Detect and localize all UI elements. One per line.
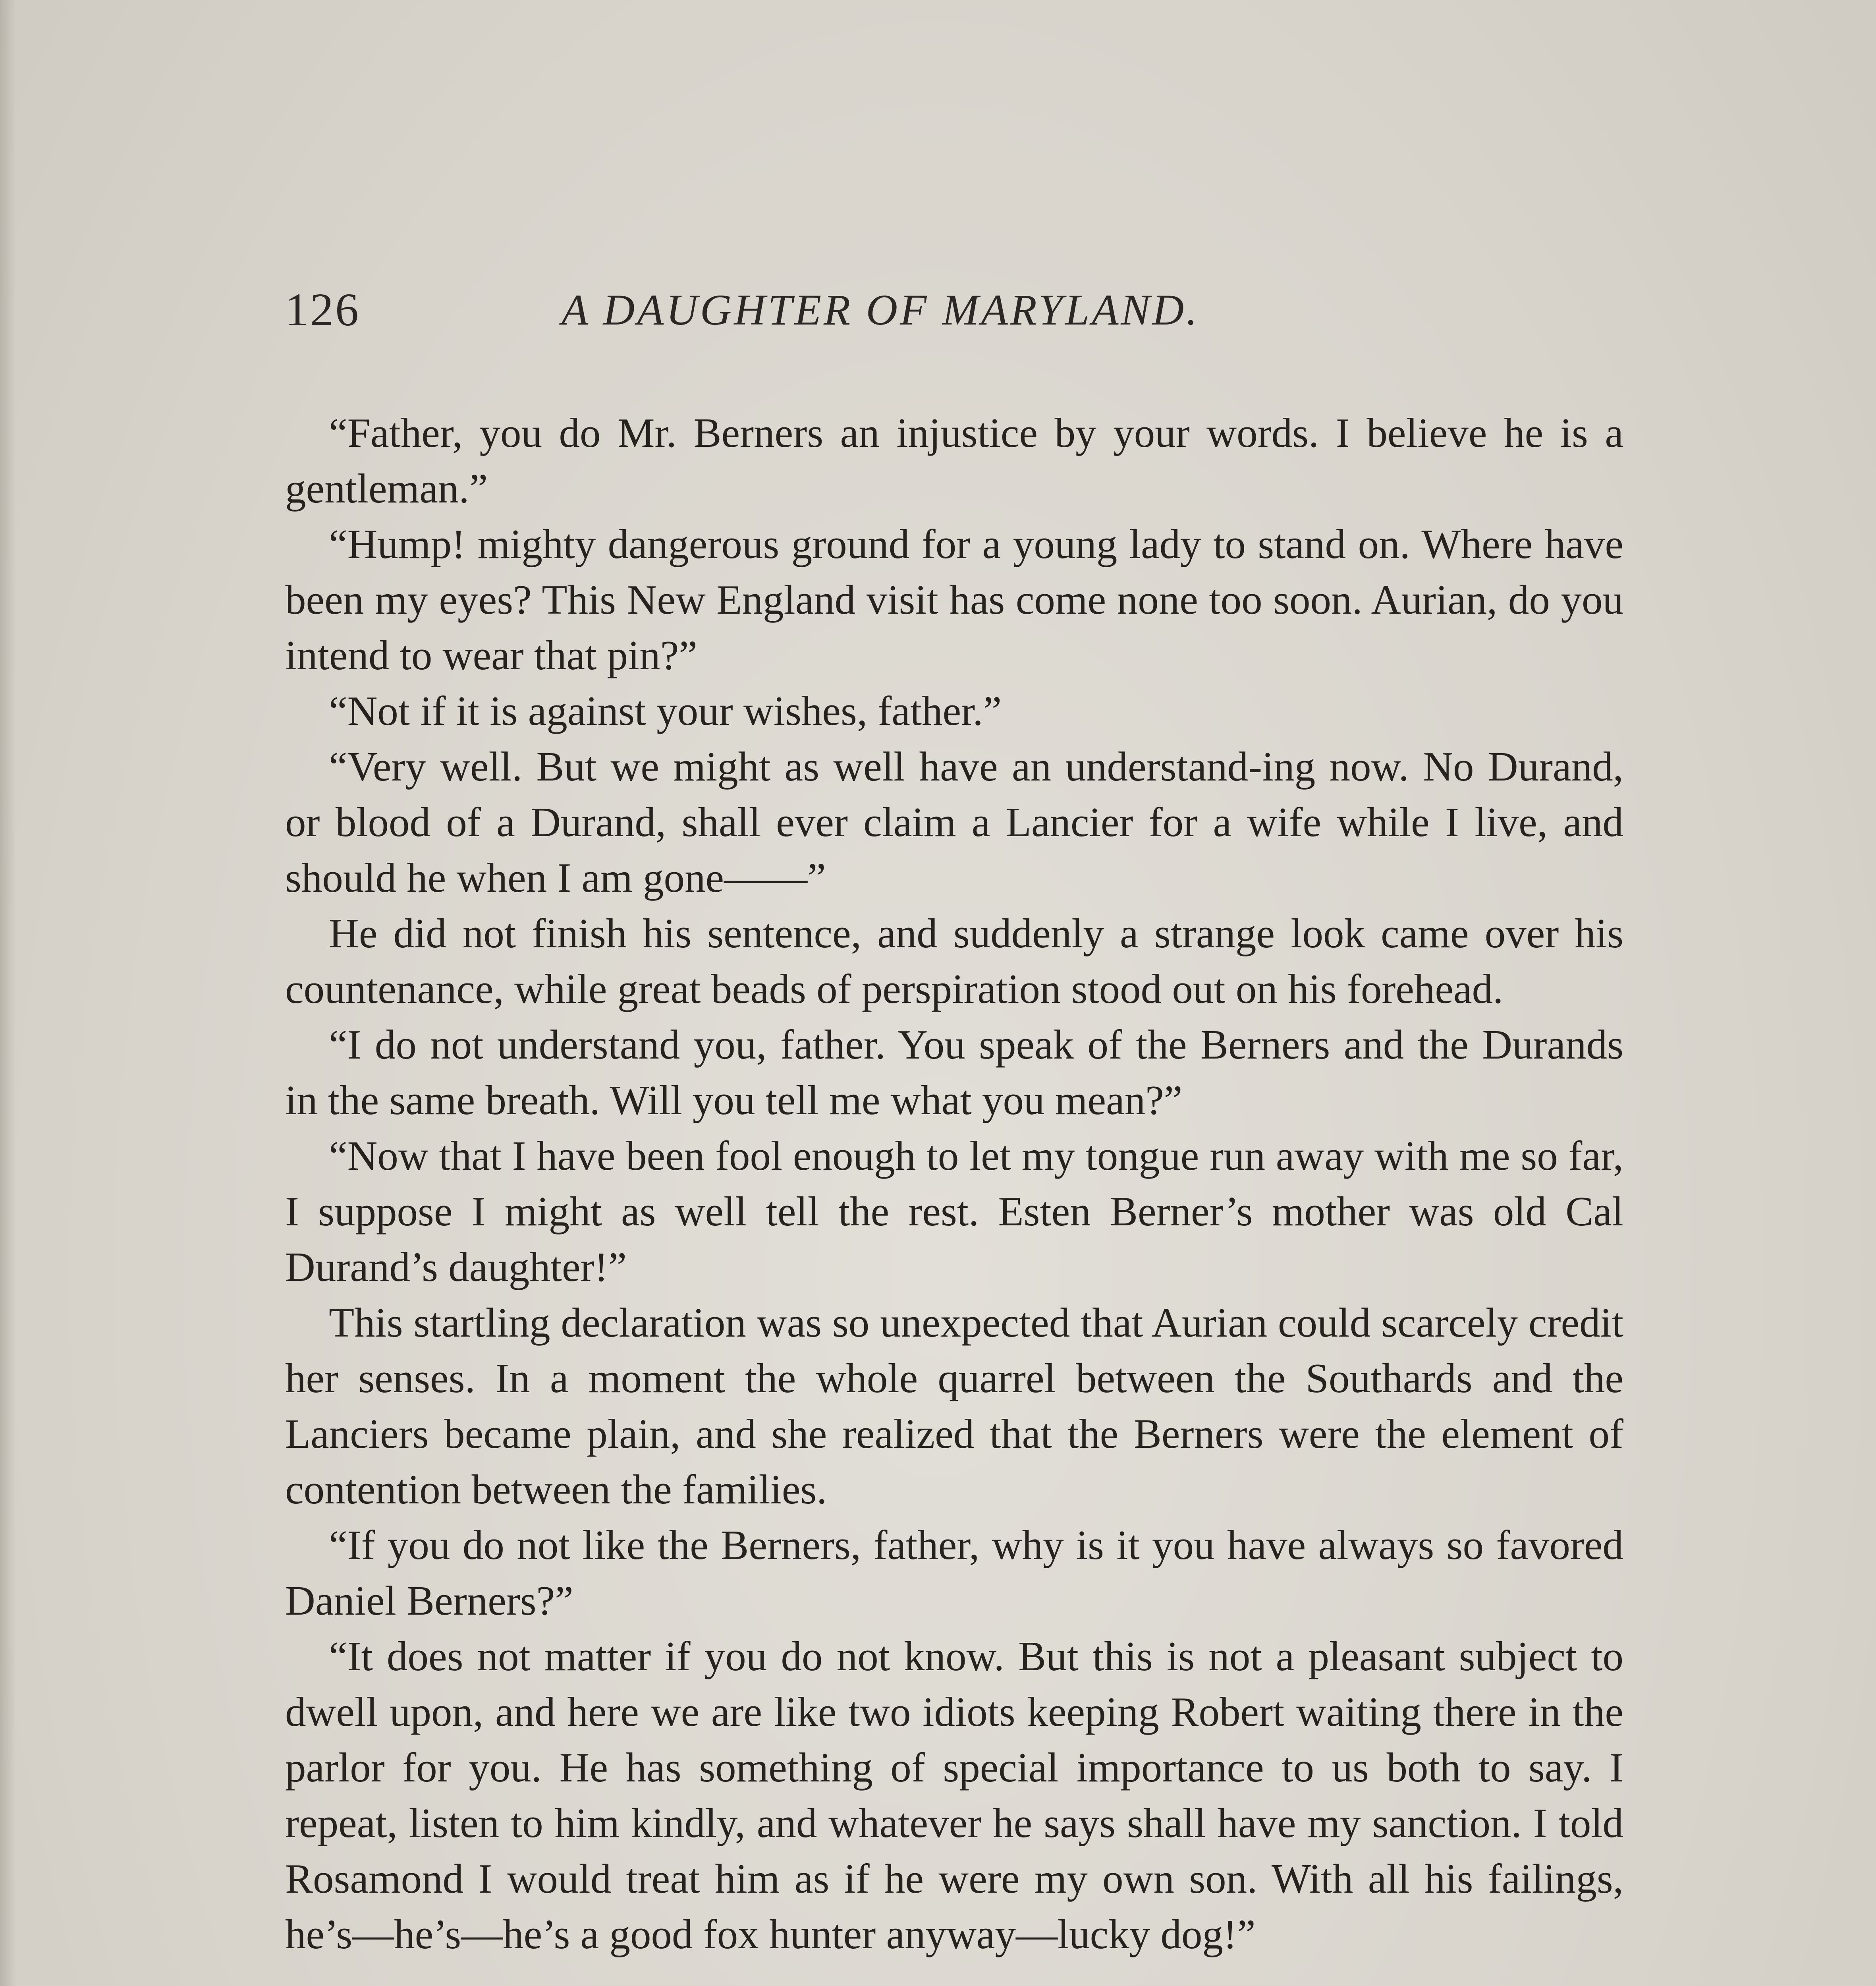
- paragraph: “Now that I have been fool enough to let my tongue run away with me so far, I suppose I might as well tell the rest. Esten Berner’s mother was old Cal Durand’s daughter!”: [285, 1132, 1623, 1290]
- page-number: 126: [285, 284, 360, 336]
- running-title: A DAUGHTER OF MARYLAND.: [562, 286, 1200, 334]
- paragraph: “Not if it is against your wishes, father.”: [329, 688, 1002, 734]
- paragraph: “It does not matter if you do not know. But this is not a pleasant subject to dwell upon, and here we are like two idiots keeping Robert waiting there in the parlor for you. He has something of special importance to us both to say. I repeat, listen to him kindly, and whatever he says shall have my sanction. I told Rosamond I would treat him as if he were my own son. With all his failings, he’s—he’s—he’s a good fox hunter anyway—lucky dog!”: [285, 1633, 1623, 1957]
- paragraph: This startling declaration was so unexpected that Aurian could scarcely credit her senses. In a moment the whole quarrel between the Southards and the Lanciers became plain, and she realized that the Berners were the element of contention between the families.: [285, 1299, 1623, 1513]
- paragraph: “I do not understand you, father. You speak of the Berners and the Durands in the same breath. Will you tell me what you mean?”: [285, 1021, 1623, 1123]
- paragraph: “Hump! mighty dangerous ground for a young lady to stand on. Where have been my eyes? This New England visit has come none too soon. Aurian, do you intend to wear that pin?”: [285, 521, 1623, 678]
- paragraph: He did not finish his sentence, and suddenly a strange look came over his countenance, while great beads of perspiration stood out on his forehead.: [285, 910, 1623, 1012]
- page-header: [285, 278, 1357, 342]
- body-text: [285, 405, 1623, 1962]
- paragraph: “Very well. But we might as well have an understand-ing now. No Durand, or blood of a Durand, shall ever claim a Lancier for a wife while I live, and should he when I am gone——”: [285, 743, 1623, 901]
- page-edge-shadow: [0, 0, 16, 1986]
- paragraph: “Father, you do Mr. Berners an injustice by your words. I believe he is a gentleman.”: [285, 410, 1623, 512]
- paragraph: “If you do not like the Berners, father, why is it you have always so favored Daniel Berners?”: [285, 1522, 1623, 1624]
